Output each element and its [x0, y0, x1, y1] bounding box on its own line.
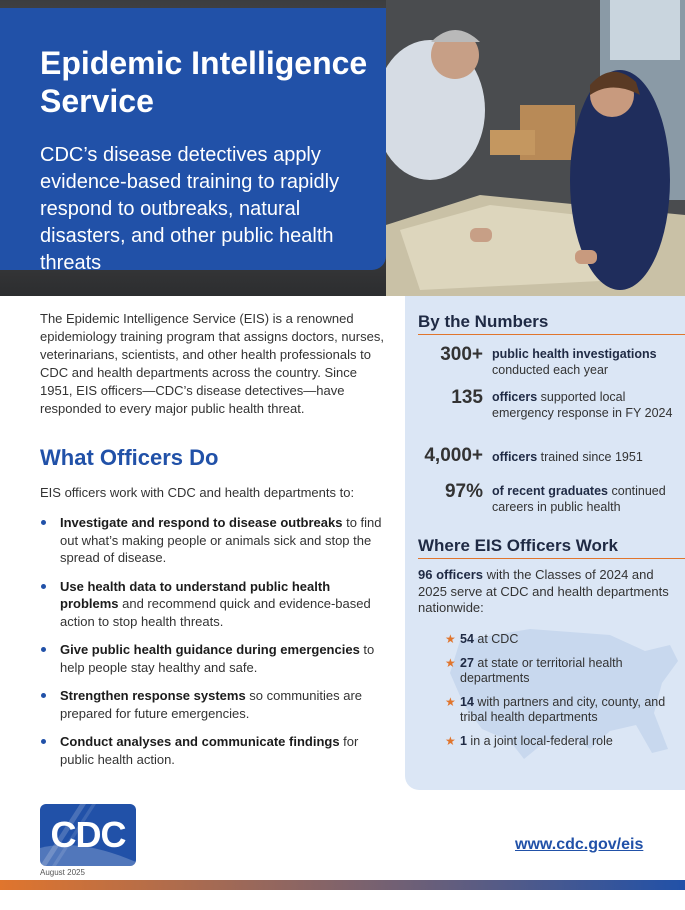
main-column	[40, 310, 390, 779]
list-item: ★ 54 at CDC	[445, 632, 519, 646]
stat-label: public health investigations conducted each year	[492, 347, 657, 377]
duty-title: Strengthen response systems	[60, 688, 246, 703]
intro-paragraph: The Epidemic Intelligence Service (EIS) is a renowned epidemiology training program that assigns doctors, nurses, veterinarians, scientists, and other health professionals to CDC and health departments across the country. Since 1951, EIS officers—CDC’s disease detectives—have responded to every major public health threat.	[40, 311, 384, 416]
stat-label: of recent graduates continued careers in public health	[492, 484, 666, 514]
bullet-icon	[41, 520, 46, 525]
duty-text: and recommend quick and evidence-based action to stop health threats.	[60, 596, 371, 629]
list-item	[40, 578, 390, 631]
publish-date: August 2025	[40, 868, 85, 877]
duty-title: Give public health guidance during emergencies	[60, 642, 360, 657]
list-item	[40, 687, 390, 722]
stat-label: officers supported local emergency response in FY 2024	[492, 390, 673, 420]
work-description: 96 officers with the Classes of 2024 and 2025 serve at CDC and health departments nationwide:	[418, 567, 669, 615]
list-item: ★ 27 at state or territorial health departments	[445, 655, 623, 685]
bullet-icon	[41, 739, 46, 744]
cdc-eis-link[interactable]: www.cdc.gov/eis	[515, 836, 644, 853]
list-item: ★ 14 with partners and city, county, and tribal health departments	[445, 694, 666, 724]
hero-title-panel	[0, 8, 386, 274]
what-officers-do-heading: What Officers Do	[40, 445, 219, 470]
stat-value: 135	[451, 387, 483, 408]
officers-lead: EIS officers work with CDC and health departments to:	[40, 485, 355, 500]
heading-divider	[418, 558, 685, 559]
bottom-accent-bar	[0, 880, 685, 890]
list-item	[40, 514, 390, 567]
stat-value: 97%	[444, 481, 483, 502]
cdc-logo	[40, 804, 136, 866]
duty-title: Use health data to understand public health problems	[60, 578, 331, 611]
officer-duties-list	[40, 514, 390, 768]
bullet-icon	[41, 647, 46, 652]
bullet-icon	[41, 584, 46, 589]
star-icon: ★	[445, 655, 456, 670]
bullet-icon	[41, 693, 46, 698]
star-icon: ★	[445, 733, 456, 748]
logo-wordmark: CDC	[50, 814, 126, 855]
list-item	[40, 733, 390, 768]
stat-value: 4,000+	[424, 445, 483, 466]
star-icon: ★	[445, 694, 456, 709]
where-officers-work-heading: Where EIS Officers Work	[418, 536, 618, 555]
officer-placement-list	[445, 632, 675, 749]
page-subtitle: CDC’s disease detectives apply evidence-based training to rapidly respond to outbreaks, natural disasters, and other public health threats	[40, 144, 340, 274]
heading-divider	[418, 334, 685, 335]
star-icon: ★	[445, 632, 456, 646]
by-the-numbers-heading: By the Numbers	[418, 312, 549, 331]
duty-title: Conduct analyses and communicate findings	[60, 734, 340, 749]
duty-text: so communities are prepared for future emergencies.	[60, 688, 363, 721]
stat-label: officers trained since 1951	[492, 450, 643, 464]
page-title: Epidemic Intelligence Service	[40, 45, 368, 119]
duty-text: for public health action.	[60, 734, 359, 767]
duty-text: to help people stay healthy and safe.	[60, 642, 375, 675]
stat-value: 300+	[440, 344, 483, 365]
list-item: ★ 1 in a joint local-federal role	[445, 733, 613, 748]
duty-text: to find out what’s making people or animals sick and stop the spread of disease.	[60, 515, 382, 565]
numbers-sidebar	[405, 296, 685, 790]
duty-title: Investigate and respond to disease outbreaks	[60, 515, 343, 530]
hero-banner	[0, 0, 685, 296]
list-item	[40, 641, 390, 676]
